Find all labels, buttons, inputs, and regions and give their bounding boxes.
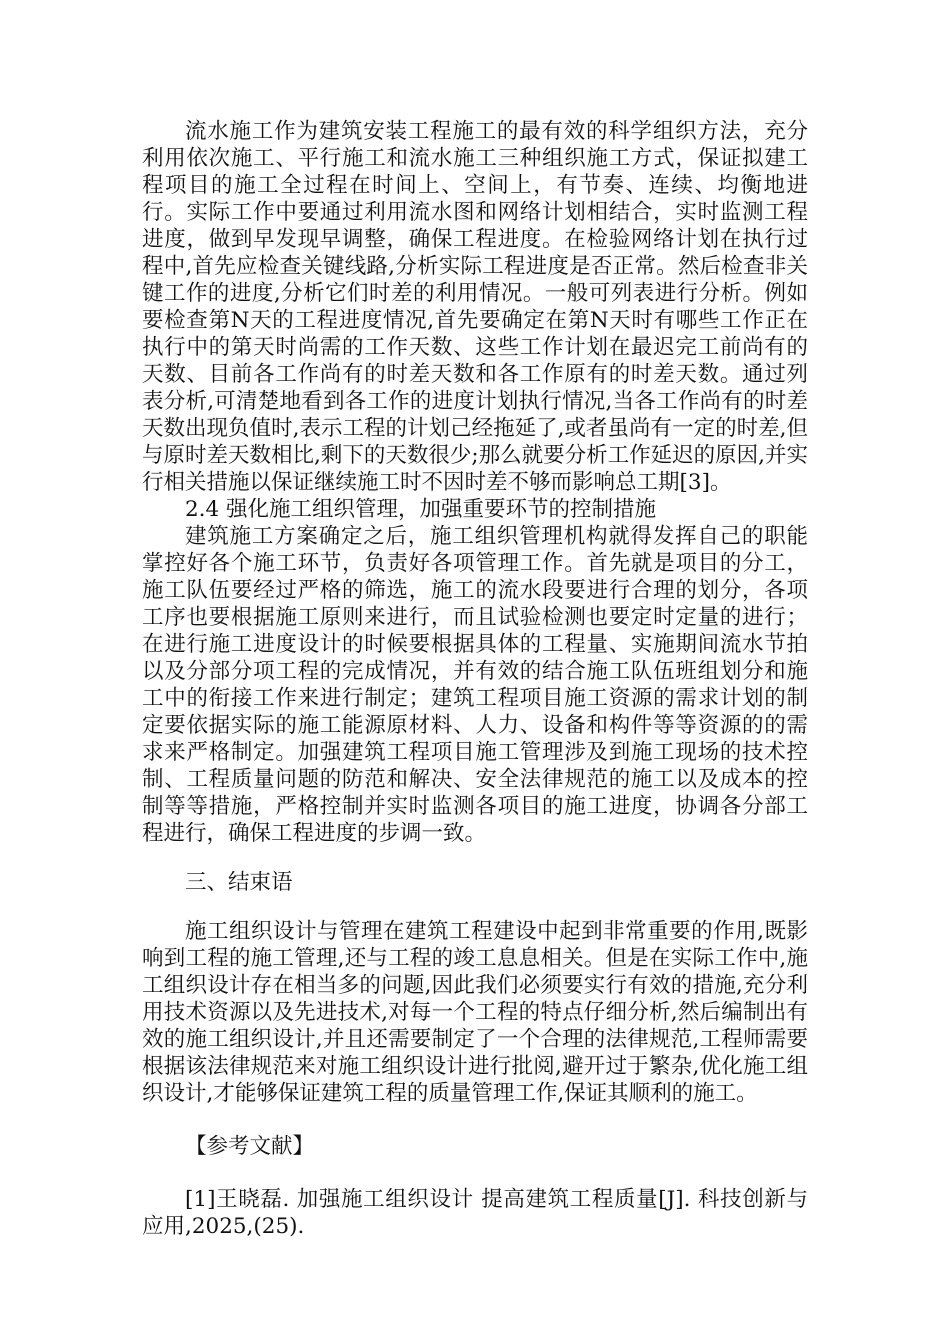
paragraph-construction-management: 建筑施工方案确定之后，施工组织管理机构就得发挥自己的职能掌控好各个施工环节，负责好各项管理工作。首先就是项目的分工，施工队伍要经过严格的筛选，施工的流水段要进行合理的划分，各项工序也要根据施工原则来进行，而且试验检测也要定时定量的进行；在进行施工进度设计的时候要根据具体的工程量、实施期间流水节拍以及分部分项工程的完成情况，并有效的结合施工队伍班组划分和施工中的衔接工作来进行制定；建筑工程项目施工资源的需求计划的制定要依据实际的施工能源原材料、人力、设备和构件等等资源的的需求来严格制定。加强建筑工程项目施工管理涉及到施工现场的技术控制、工程质量问题的防范和解决、安全法律规范的施工以及成本的控制等等措施，严格控制并实时监测各项目的施工进度，协调各分部工程进行，确保工程进度的步调一致。 — [142, 524, 808, 846]
subsection-heading-2-4: 2.4 强化施工组织管理，加强重要环节的控制措施 — [185, 497, 657, 522]
document-page — [142, 118, 808, 1240]
paragraph-conclusion: 施工组织设计与管理在建筑工程建设中起到非常重要的作用,既影响到工程的施工管理,还与工程的竣工息息相关。但是在实际工作中,施工组织设计存在相当多的问题,因此我们必须要实行有效的措施,充分利用技术资源以及先进技术,对每一个工程的特点仔细分析,然后编制出有效的施工组织设计,并且还需要制定了一个合理的法律规范,工程师需要根据该法律规范来对施工组织设计进行批阅,避开过于繁杂,优化施工组织设计,才能够保证建筑工程的质量管理工作,保证其顺利的施工。 — [142, 919, 808, 1106]
paragraph-network-plan: 流水施工作为建筑安装工程施工的最有效的科学组织方法，充分利用依次施工、平行施工和流水施工三种组织施工方式，保证拟建工程项目的施工全过程在时间上、空间上，有节奏、连续、均衡地进行。实际工作中要通过利用流水图和网络计划相结合，实时监测工程进度，做到早发现早调整，确保工程进度。在检验网络计划在执行过程中,首先应检查关键线路,分析实际工程进度是否正常。然后检查非关键工作的进度,分析它们时差的利用情况。一般可列表进行分析。例如要检查第N天的工程进度情况,首先要确定在第N天时有哪些工作正在执行中的第天时尚需的工作天数、这些工作计划在最迟完工前尚有的天数、目前各工作尚有的时差天数和各工作原有的时差天数。通过列表分析,可清楚地看到各工作的进度计划执行情况,当各工作尚有的时差天数出现负值时,表示工程的计划己经拖延了,或者虽尚有一定的时差,但与原时差天数相比,剩下的天数很少;那么就要分析工作延迟的原因,并实行相关措施以保证继续施工时不因时差不够而影响总工期[3]。 — [142, 119, 808, 495]
references-heading: 【参考文献】 — [185, 1134, 315, 1159]
section-heading-conclusion: 三、结束语 — [185, 870, 293, 895]
reference-item-1: [1]王晓磊. 加强施工组织设计 提高建筑工程质量[J]. 科技创新与应用,2025,(25). — [142, 1187, 808, 1239]
